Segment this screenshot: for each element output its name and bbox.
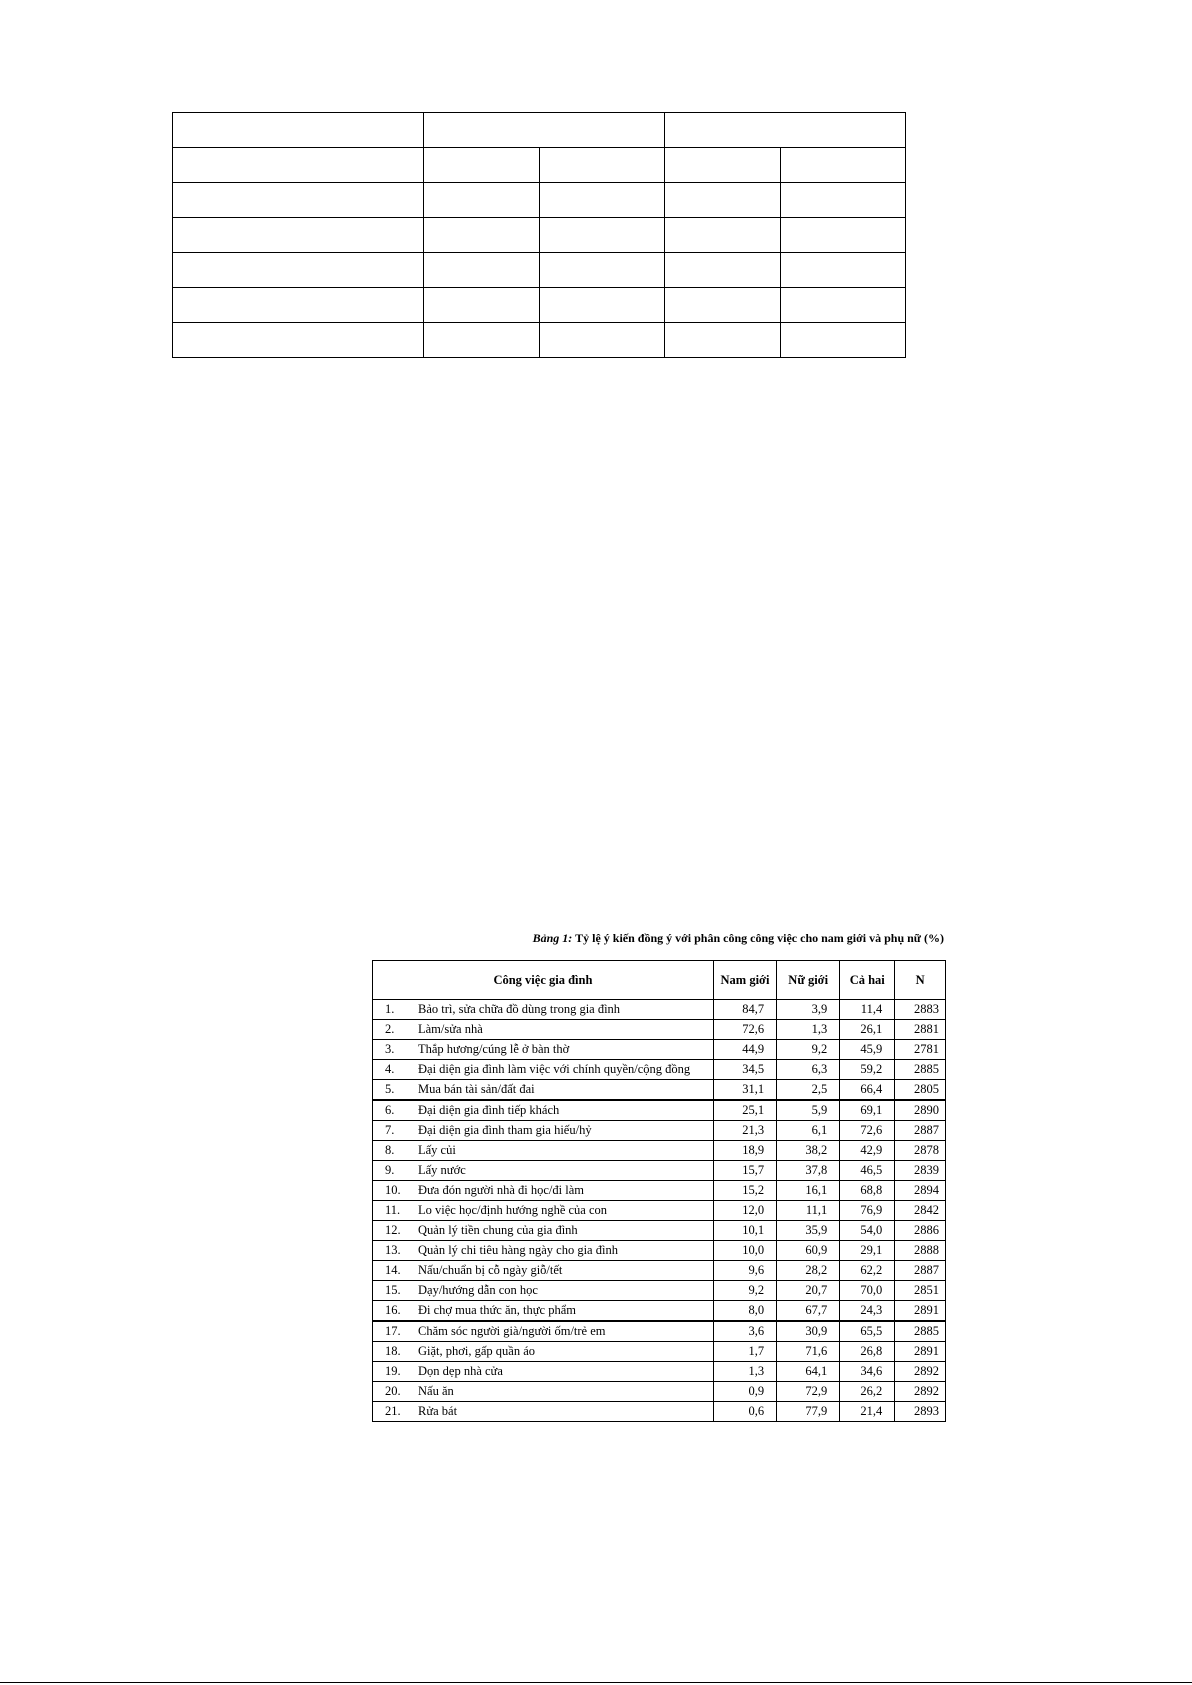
empty-cell xyxy=(540,323,665,358)
female-value: 67,7 xyxy=(777,1301,840,1322)
male-value: 15,2 xyxy=(713,1181,776,1201)
task-number: 10. xyxy=(385,1183,401,1197)
table-row xyxy=(373,1321,946,1342)
empty-cell xyxy=(173,218,424,253)
task-label: Đại diện gia đình tham gia hiếu/hỷ xyxy=(418,1123,592,1137)
task-cell xyxy=(373,1281,714,1301)
empty-cell xyxy=(665,253,781,288)
female-value: 20,7 xyxy=(777,1281,840,1301)
table-row xyxy=(373,1121,946,1141)
task-cell xyxy=(373,1141,714,1161)
n-value: 2805 xyxy=(895,1080,946,1101)
empty-cell xyxy=(424,218,540,253)
table-row xyxy=(373,1402,946,1422)
task-cell xyxy=(373,1241,714,1261)
task-label: Thắp hương/cúng lễ ở bàn thờ xyxy=(418,1042,570,1056)
n-value: 2888 xyxy=(895,1241,946,1261)
header-both: Cả hai xyxy=(840,961,895,1000)
male-value: 10,1 xyxy=(713,1221,776,1241)
task-label: Đưa đón người nhà đi học/đi làm xyxy=(418,1183,584,1197)
both-value: 76,9 xyxy=(840,1201,895,1221)
empty-grid-row xyxy=(173,183,906,218)
empty-cell xyxy=(781,183,906,218)
female-value: 60,9 xyxy=(777,1241,840,1261)
table-row xyxy=(373,1181,946,1201)
task-cell xyxy=(373,1301,714,1322)
task-cell xyxy=(373,1000,714,1020)
empty-cell xyxy=(173,113,424,148)
task-number: 11. xyxy=(385,1203,401,1217)
task-number: 6. xyxy=(385,1103,395,1117)
task-number: 2. xyxy=(385,1022,395,1036)
task-number: 13. xyxy=(385,1243,401,1257)
task-number: 17. xyxy=(385,1324,401,1338)
male-value: 9,2 xyxy=(713,1281,776,1301)
table-row xyxy=(373,1201,946,1221)
caption-title: Tỷ lệ ý kiến đồng ý với phân công công việc cho nam giới và phụ nữ (%) xyxy=(575,931,944,945)
task-cell xyxy=(373,1181,714,1201)
male-value: 9,6 xyxy=(713,1261,776,1281)
both-value: 69,1 xyxy=(840,1100,895,1121)
task-label: Đại diện gia đình làm việc với chính quyền/cộng đồng xyxy=(418,1062,691,1076)
male-value: 34,5 xyxy=(713,1060,776,1080)
task-number: 18. xyxy=(385,1344,401,1358)
n-value: 2893 xyxy=(895,1402,946,1422)
empty-cell xyxy=(781,288,906,323)
task-cell xyxy=(373,1060,714,1080)
empty-cell xyxy=(665,148,781,183)
both-value: 42,9 xyxy=(840,1141,895,1161)
task-label: Quản lý chi tiêu hàng ngày cho gia đình xyxy=(418,1243,618,1257)
header-n: N xyxy=(895,961,946,1000)
both-value: 59,2 xyxy=(840,1060,895,1080)
female-value: 77,9 xyxy=(777,1402,840,1422)
task-label: Nấu ăn xyxy=(418,1384,454,1398)
task-cell xyxy=(373,1020,714,1040)
female-value: 1,3 xyxy=(777,1020,840,1040)
task-number: 9. xyxy=(385,1163,395,1177)
empty-cell xyxy=(781,148,906,183)
both-value: 68,8 xyxy=(840,1181,895,1201)
male-value: 12,0 xyxy=(713,1201,776,1221)
both-value: 54,0 xyxy=(840,1221,895,1241)
table-row xyxy=(373,1141,946,1161)
task-number: 4. xyxy=(385,1062,395,1076)
task-number: 1. xyxy=(385,1002,395,1016)
empty-grid-row xyxy=(173,218,906,253)
female-value: 37,8 xyxy=(777,1161,840,1181)
male-value: 3,6 xyxy=(713,1321,776,1342)
table-body xyxy=(373,1000,946,1422)
task-cell xyxy=(373,1201,714,1221)
task-number: 3. xyxy=(385,1042,395,1056)
empty-cell xyxy=(540,288,665,323)
both-value: 26,2 xyxy=(840,1382,895,1402)
female-value: 5,9 xyxy=(777,1100,840,1121)
n-value: 2887 xyxy=(895,1261,946,1281)
female-value: 6,1 xyxy=(777,1121,840,1141)
n-value: 2883 xyxy=(895,1000,946,1020)
task-label: Đi chợ mua thức ăn, thực phẩm xyxy=(418,1303,576,1317)
female-value: 16,1 xyxy=(777,1181,840,1201)
empty-grid-header-row xyxy=(173,113,906,148)
male-value: 72,6 xyxy=(713,1020,776,1040)
both-value: 34,6 xyxy=(840,1362,895,1382)
empty-cell xyxy=(173,148,424,183)
task-number: 5. xyxy=(385,1082,395,1096)
n-value: 2886 xyxy=(895,1221,946,1241)
task-label: Mua bán tài sản/đất đai xyxy=(418,1082,535,1096)
male-value: 15,7 xyxy=(713,1161,776,1181)
empty-cell xyxy=(424,148,540,183)
n-value: 2894 xyxy=(895,1181,946,1201)
table-row xyxy=(373,1060,946,1080)
table-row xyxy=(373,1382,946,1402)
female-value: 3,9 xyxy=(777,1000,840,1020)
task-label: Lo việc học/định hướng nghề của con xyxy=(418,1203,608,1217)
task-label: Chăm sóc người già/người ốm/trẻ em xyxy=(418,1324,606,1338)
empty-cell xyxy=(424,113,665,148)
empty-cell xyxy=(424,323,540,358)
empty-cell xyxy=(665,323,781,358)
task-label: Làm/sửa nhà xyxy=(418,1022,483,1036)
male-value: 0,9 xyxy=(713,1382,776,1402)
header-task: Công việc gia đình xyxy=(373,961,714,1000)
empty-cell xyxy=(540,218,665,253)
both-value: 11,4 xyxy=(840,1000,895,1020)
table-row xyxy=(373,1100,946,1121)
male-value: 1,3 xyxy=(713,1362,776,1382)
empty-grid-row xyxy=(173,288,906,323)
task-number: 15. xyxy=(385,1283,401,1297)
male-value: 44,9 xyxy=(713,1040,776,1060)
empty-cell xyxy=(781,323,906,358)
both-value: 70,0 xyxy=(840,1281,895,1301)
task-number: 12. xyxy=(385,1223,401,1237)
female-value: 72,9 xyxy=(777,1382,840,1402)
both-value: 21,4 xyxy=(840,1402,895,1422)
task-label: Quản lý tiền chung của gia đình xyxy=(418,1223,578,1237)
task-label: Bảo trì, sửa chữa đồ dùng trong gia đình xyxy=(418,1002,621,1016)
male-value: 25,1 xyxy=(713,1100,776,1121)
empty-cell xyxy=(781,218,906,253)
table-row xyxy=(373,1362,946,1382)
male-value: 10,0 xyxy=(713,1241,776,1261)
task-number: 16. xyxy=(385,1303,401,1317)
table-header-row xyxy=(373,961,946,1000)
female-value: 11,1 xyxy=(777,1201,840,1221)
task-cell xyxy=(373,1402,714,1422)
task-cell xyxy=(373,1261,714,1281)
task-number: 7. xyxy=(385,1123,395,1137)
empty-cell xyxy=(665,183,781,218)
empty-grid-table xyxy=(172,112,906,358)
task-label: Giặt, phơi, gấp quần áo xyxy=(418,1344,535,1358)
task-label: Dạy/hướng dẫn con học xyxy=(418,1283,538,1297)
table-row xyxy=(373,1080,946,1101)
both-value: 66,4 xyxy=(840,1080,895,1101)
n-value: 2851 xyxy=(895,1281,946,1301)
both-value: 65,5 xyxy=(840,1321,895,1342)
table-row xyxy=(373,1020,946,1040)
task-label: Đại diện gia đình tiếp khách xyxy=(418,1103,560,1117)
n-value: 2890 xyxy=(895,1100,946,1121)
empty-cell xyxy=(540,183,665,218)
n-value: 2892 xyxy=(895,1362,946,1382)
both-value: 29,1 xyxy=(840,1241,895,1261)
header-female: Nữ giới xyxy=(777,961,840,1000)
task-label: Nấu/chuẩn bị cỗ ngày giỗ/tết xyxy=(418,1263,563,1277)
female-value: 2,5 xyxy=(777,1080,840,1101)
female-value: 28,2 xyxy=(777,1261,840,1281)
female-value: 35,9 xyxy=(777,1221,840,1241)
empty-grid-row xyxy=(173,323,906,358)
task-cell xyxy=(373,1362,714,1382)
male-value: 8,0 xyxy=(713,1301,776,1322)
task-number: 14. xyxy=(385,1263,401,1277)
task-number: 8. xyxy=(385,1143,395,1157)
task-cell xyxy=(373,1100,714,1121)
header-male: Nam giới xyxy=(713,961,776,1000)
page-bottom-rule xyxy=(0,1682,1192,1683)
empty-grid-row xyxy=(173,253,906,288)
table-row xyxy=(373,1040,946,1060)
n-value: 2885 xyxy=(895,1321,946,1342)
n-value: 2891 xyxy=(895,1342,946,1362)
table-caption xyxy=(372,931,944,946)
task-label: Dọn dẹp nhà cửa xyxy=(418,1364,503,1378)
male-value: 21,3 xyxy=(713,1121,776,1141)
empty-cell xyxy=(173,323,424,358)
female-value: 38,2 xyxy=(777,1141,840,1161)
n-value: 2891 xyxy=(895,1301,946,1322)
task-cell xyxy=(373,1080,714,1101)
empty-cell xyxy=(665,288,781,323)
empty-cell xyxy=(173,288,424,323)
task-number: 19. xyxy=(385,1364,401,1378)
n-value: 2878 xyxy=(895,1141,946,1161)
empty-grid-row xyxy=(173,148,906,183)
task-cell xyxy=(373,1121,714,1141)
table-row xyxy=(373,1161,946,1181)
caption-lead: Bảng 1: xyxy=(532,931,573,945)
both-value: 26,8 xyxy=(840,1342,895,1362)
table-row xyxy=(373,1000,946,1020)
n-value: 2887 xyxy=(895,1121,946,1141)
empty-cell xyxy=(424,288,540,323)
task-cell xyxy=(373,1342,714,1362)
task-cell xyxy=(373,1040,714,1060)
task-cell xyxy=(373,1382,714,1402)
household-tasks-table xyxy=(372,960,946,1422)
male-value: 18,9 xyxy=(713,1141,776,1161)
both-value: 26,1 xyxy=(840,1020,895,1040)
task-cell xyxy=(373,1321,714,1342)
both-value: 72,6 xyxy=(840,1121,895,1141)
task-cell xyxy=(373,1161,714,1181)
male-value: 0,6 xyxy=(713,1402,776,1422)
task-label: Lấy củi xyxy=(418,1143,456,1157)
female-value: 9,2 xyxy=(777,1040,840,1060)
n-value: 2839 xyxy=(895,1161,946,1181)
task-label: Rửa bát xyxy=(418,1404,458,1418)
empty-cell xyxy=(424,253,540,288)
n-value: 2892 xyxy=(895,1382,946,1402)
empty-cell xyxy=(540,253,665,288)
empty-cell xyxy=(424,183,540,218)
male-value: 31,1 xyxy=(713,1080,776,1101)
table-row xyxy=(373,1261,946,1281)
empty-cell xyxy=(540,148,665,183)
task-label: Lấy nước xyxy=(418,1163,466,1177)
female-value: 6,3 xyxy=(777,1060,840,1080)
n-value: 2881 xyxy=(895,1020,946,1040)
table-row xyxy=(373,1342,946,1362)
empty-cell xyxy=(781,253,906,288)
both-value: 62,2 xyxy=(840,1261,895,1281)
both-value: 45,9 xyxy=(840,1040,895,1060)
female-value: 64,1 xyxy=(777,1362,840,1382)
male-value: 1,7 xyxy=(713,1342,776,1362)
table-row xyxy=(373,1221,946,1241)
n-value: 2842 xyxy=(895,1201,946,1221)
empty-cell xyxy=(665,113,906,148)
task-number: 21. xyxy=(385,1404,401,1418)
task-cell xyxy=(373,1221,714,1241)
n-value: 2781 xyxy=(895,1040,946,1060)
task-number: 20. xyxy=(385,1384,401,1398)
empty-cell xyxy=(665,218,781,253)
female-value: 30,9 xyxy=(777,1321,840,1342)
table-row xyxy=(373,1241,946,1261)
male-value: 84,7 xyxy=(713,1000,776,1020)
empty-cell xyxy=(173,183,424,218)
n-value: 2885 xyxy=(895,1060,946,1080)
both-value: 46,5 xyxy=(840,1161,895,1181)
both-value: 24,3 xyxy=(840,1301,895,1322)
female-value: 71,6 xyxy=(777,1342,840,1362)
table-row xyxy=(373,1301,946,1322)
empty-cell xyxy=(173,253,424,288)
table-row xyxy=(373,1281,946,1301)
